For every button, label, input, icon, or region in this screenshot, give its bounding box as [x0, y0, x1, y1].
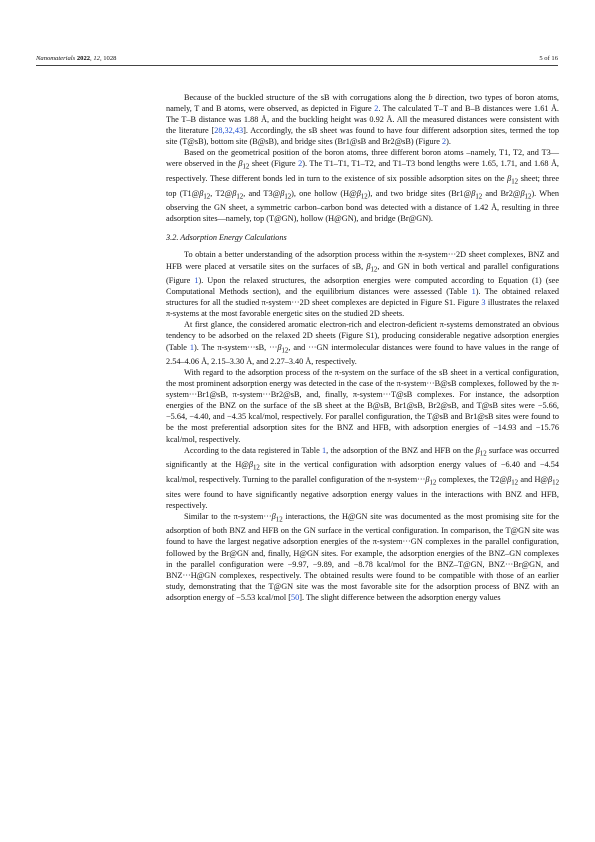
citation-link[interactable]: 28,32,43	[214, 126, 244, 136]
figure-link[interactable]: 2	[374, 104, 379, 114]
table-link[interactable]: 1	[471, 287, 476, 297]
citation-link[interactable]: 50	[291, 592, 300, 602]
paragraph: According to the data registered in Table 1, the adsorption of the BNZ and HFB on the $\beta_{12}$ surface was occurred significantly at the $H@\beta_{12}$ site in the vertical configuration with adsorption energy values of −6.40 and −4.54 kcal/mol, respectively. Turning to the parallel configuration of the $\pi-system\cdot\cdot\cdot\beta_{12}$ complexes, the $T2@\beta_{12}$ and $H@\beta_{12}$ sites were found to have significantly negative adsorption energy values in the interactions with BNZ and HFB, respectively.	[166, 445, 560, 510]
figure-link[interactable]: 1	[194, 276, 199, 286]
paragraph: Similar to the $\pi-system\cdot\cdot\cdot\beta_{12}$ interactions, the H@GN site was documented as the most promising site for the adsorption of both BNZ and HFB on the GN surface in the vertical configuration. In comparison, the T@GN site was found to have the largest negative adsorption energies of the π-system···GN complexes in the parallel configuration, followed by the Br@GN and, finally, H@GN sites. For example, the adsorption energies of the BNZ–GN complexes in the parallel configuration were −9.97, −9.89, and −8.78 kcal/mol for the BNZ–T@GN, BNZ···Br@GN, and BNZ···H@GN complexes, respectively. The obtained results were found to be compatible with those of an earlier study, demonstrating that the T@GN site was the most favorable site for the adsorption process of BNZ with an adsorption energy of −5.53 kcal/mol [50]. The slight difference between the adsorption energy values	[166, 511, 560, 602]
table-link[interactable]: 1	[322, 445, 327, 455]
paragraph: With regard to the adsorption process of the π-system on the surface of the sB sheet in a vertical configuration, the most prominent adsorption energy was detected in the case of the π-system···B@sB complexes, followed by the π-system···Br1@sB, π-system···Br2@sB, and, finally, π-system···T@sB complexes. For instance, the adsorption energies of the BNZ on the surface of the sB sheet at the B@sB, Br1@sB, Br2@sB, and T@sB sites were −5.66, −5.64, −4.40, and −4.35 kcal/mol, respectively. For parallel configuration, the T@sB and Br1@sB sites were found to be the most preferential adsorption sites for the BNZ and HFB, with adsorption energies of −14.93 and −15.76 kcal/mol, respectively.	[166, 368, 559, 444]
figure-link[interactable]: 3	[481, 298, 486, 308]
figure-link[interactable]: 2	[298, 159, 303, 169]
table-link[interactable]: 1	[189, 342, 195, 352]
section-title: 3.2. Adsorption Energy Calculations	[166, 233, 287, 243]
paragraph: At first glance, the considered aromatic electron-rich and electron-deficient π-systems demonstrated an obvious tendency to be adsorbed on the relaxed 2D sheets (Figure S1), producing considerable negative adsorption energies (Table 1). The π-system···sB, $\cdot\cdot\cdot\beta_{12}$, and ···GN intermolecular distances were found to have values in the range of 2.54–4.06 Å, 2.15–3.30 Å, and 2.27–3.40 Å, respectively.	[166, 320, 559, 367]
running-header	[36, 55, 558, 66]
page-number: 5 of 16	[539, 55, 558, 62]
journal-citation: Nanomaterials 2022, 12, 1028	[36, 55, 117, 62]
article-body	[166, 92, 559, 603]
paragraph: Because of the buckled structure of the sB with corrugations along the b direction, two types of boron atoms, namely, T and B atoms, were observed, as depicted in Figure 2. The calculated T–T and B–B distances were 1.61 Å. The T–B distance was 1.88 Å, and the buckling height was 0.92 Å. All the measured distances were consistent with the literature [28,32,43]. Accordingly, the sB sheet was found to have four different adsorption sites, termed the top site (T@sB), bottom site (B@sB), and bridge sites (Br1@sB and Br2@sB) (Figure 2).	[166, 93, 560, 147]
paragraph: To obtain a better understanding of the adsorption process within the π-system···2D sheet complexes, BNZ and HFB were placed at versatile sites on the surfaces of sB, $\beta_{12}$, and GN in both vertical and parallel configurations (Figure 1). Upon the relaxed structures, the adsorption energies were computed according to Equation (1) (see Computational Methods section), and the equilibrium distances were assessed (Table 1). The obtained relaxed structures for all the studied π-system···2D sheet complexes are depicted in Figure S1. Figure 3 illustrates the relaxed π-systems at the most favorable energetic sites on the studied 2D sheets.	[166, 250, 559, 319]
paragraph: Based on the geometrical position of the boron atoms, three different boron atoms –namely, T1, T2, and T3—were observed in the $\beta_{12}$ sheet (Figure 2). The T1–T1, T1–T2, and T1–T3 bond lengths were 1.65, 1.71, and 1.68 Å, respectively. These different bonds led in turn to the existence of six possible adsorption sites on the $\beta_{12}$ sheet; three top ($T1@\beta_{12}$, $T2@\beta_{12}$, and $T3@\beta_{12}$), one hollow $(H@\beta_{12})$, and two bridge sites ($Br1@\beta_{12}$ and $Br2@\beta_{12}$). When observing the GN sheet, a symmetric carbon–carbon bond was detected with a distance of 1.42 Å, resulting in three adsorption sites—namely, top (T@GN), hollow (H@GN), and bridge (Br@GN).	[166, 148, 560, 224]
figure-link[interactable]: 2	[442, 137, 447, 147]
